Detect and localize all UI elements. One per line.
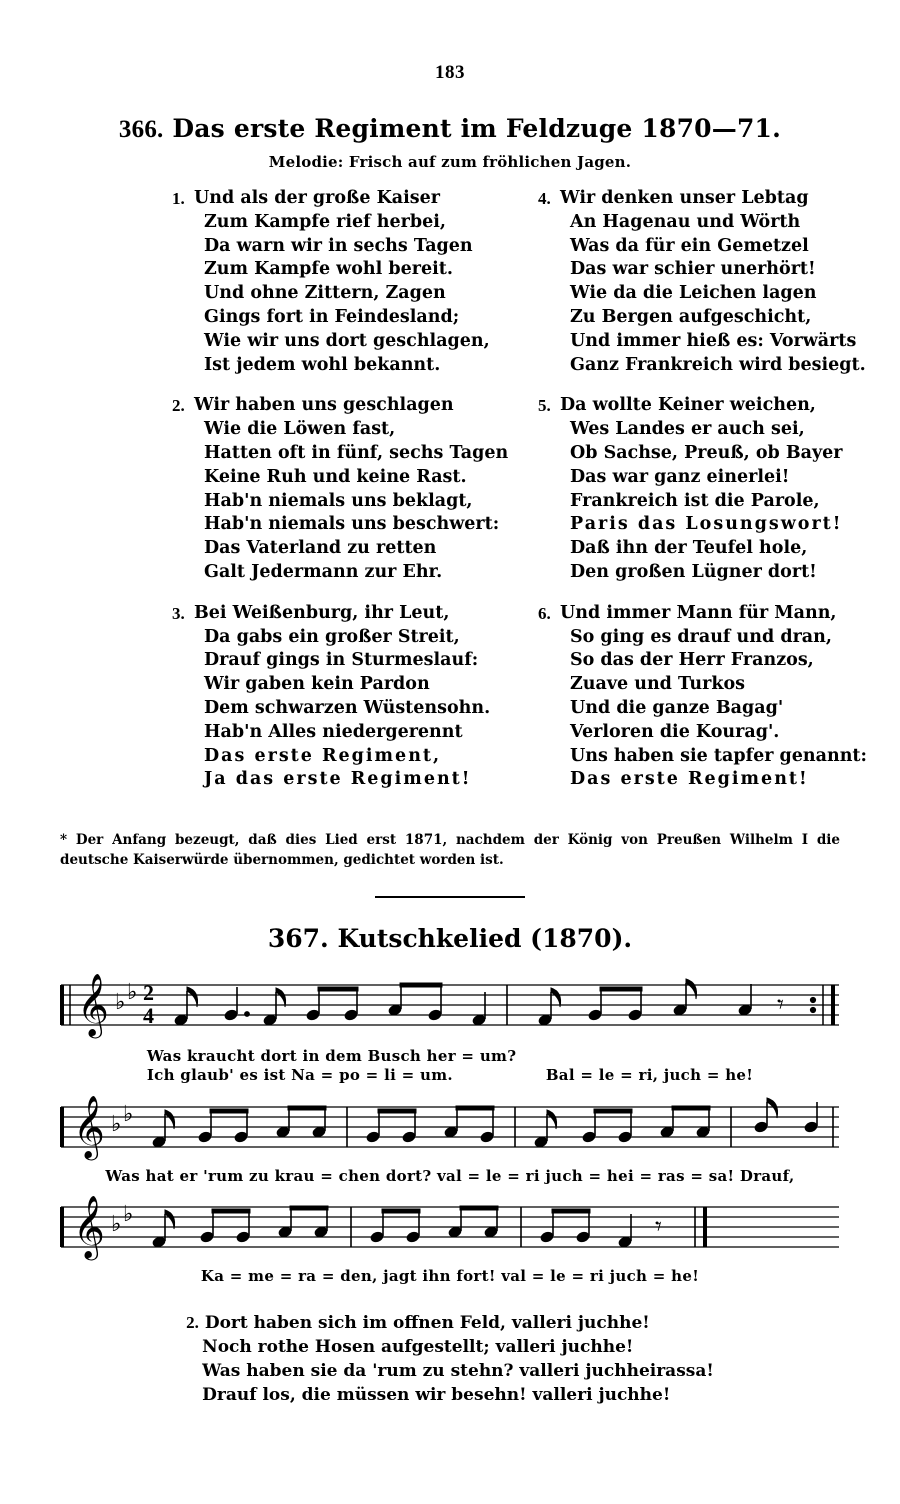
verse [538, 602, 867, 792]
verse-number: 5. [538, 396, 551, 416]
svg-text:♭: ♭ [111, 1211, 122, 1237]
verse-line: Noch rothe Hosen aufgestellt; valleri juchhe! [202, 1336, 634, 1357]
song-367-verse-2-lines [186, 1311, 714, 1408]
verse-line: Uns haben sie tapfer genannt: [570, 745, 867, 766]
verse-line [186, 1311, 714, 1335]
verse-line: Dem schwarzen Wüstensohn. [204, 697, 491, 718]
svg-text:𝄞: 𝄞 [73, 1094, 105, 1158]
verse-line: Drauf los, die müssen wir besehn! valleri juchhe! [202, 1385, 671, 1406]
verse-line: Und immer Mann für Mann, [560, 602, 837, 623]
svg-text:♭: ♭ [111, 1111, 122, 1137]
verse-lines [560, 602, 867, 792]
verse-line: Das Vaterland zu retten [204, 538, 437, 559]
verse-lines [560, 187, 866, 377]
verse-line: Da warn wir in sechs Tagen [204, 235, 473, 256]
verse-lines [560, 394, 842, 584]
stave-1-lyrics-top: Was kraucht dort in dem Busch her = um? [146, 1047, 517, 1066]
verse-line: Galt Jedermann zur Ehr. [204, 561, 443, 582]
verse-number: 3. [172, 603, 185, 623]
verse-line: Und als der große Kaiser [194, 188, 440, 208]
verse-number: 2. [172, 396, 185, 416]
song-366-title [0, 114, 900, 144]
song-366-title-text: Das erste Regiment im Feldzuge 1870—71. [172, 114, 782, 143]
verse-line: Bei Weißenburg, ihr Leut, [194, 602, 450, 623]
song-366-melody-note: Melodie: Frisch auf zum fröhlichen Jagen. [268, 153, 632, 171]
stave-1 [55, 971, 845, 1045]
verse-line: Was da für ein Gemetzel [570, 235, 809, 256]
verse-line: Was haben sie da 'rum zu stehn? valleri juchheirassa! [202, 1361, 714, 1381]
stave-block-2 [55, 1093, 845, 1185]
verse-column-right [450, 187, 867, 809]
verse-line: Ja das erste Regiment! [204, 769, 472, 790]
verse-line: Und ohne Zittern, Zagen [204, 283, 446, 304]
verse [172, 602, 491, 792]
verse-line: Hab'n Alles niedergerennt [204, 721, 463, 742]
verse-line: Paris das Losungswort! [570, 514, 843, 535]
footnote: * Der Anfang bezeugt, daß dies Lied erst 1871, nachdem der König von Preußen Wilhelm I die deutsche Kaiserwürde übernommen, gedichtet worden ist. [60, 832, 840, 868]
verse-line: Das war schier unerhört! [570, 259, 816, 280]
svg-text:♭: ♭ [123, 1101, 134, 1127]
stave-1-lyrics-tail: Bal = le = ri, juch = he! [545, 1066, 754, 1084]
song-367-title-text: Kutschkelied [337, 924, 522, 954]
verse [172, 187, 490, 377]
verse-line: Ganz Frankreich wird besiegt. [570, 354, 866, 375]
page [0, 62, 900, 1504]
verse [172, 394, 509, 584]
verse-lines [194, 187, 490, 377]
verse-line: Zuave und Turkos [570, 674, 746, 695]
verse-number: 2. [186, 1312, 199, 1332]
verse-line: Zum Kampfe wohl bereit. [204, 259, 453, 280]
verse-line: An Hagenau und Wörth [570, 211, 801, 232]
stave-2-lyrics: Was hat er 'rum zu krau = chen dort? val = le = ri juch = hei = ras = sa! Drauf, [105, 1166, 795, 1185]
verse-line: So ging es drauf und dran, [570, 626, 832, 647]
verse-line: Wir denken unser Lebtag [560, 188, 809, 208]
svg-text:𝄾: 𝄾 [777, 990, 784, 1021]
music-notation [0, 971, 900, 1285]
verse-line: Da wollte Keiner weichen, [560, 395, 816, 416]
verse-line: Das war ganz einerlei! [570, 466, 790, 487]
song-367-verse-2 [0, 1311, 900, 1408]
verse-line: Und immer hieß es: Vorwärts [570, 330, 857, 351]
svg-text:𝄾: 𝄾 [655, 1211, 662, 1242]
verse-line: Ob Sachse, Preuß, ob Bayer [570, 442, 843, 463]
svg-text:4: 4 [143, 1003, 154, 1029]
verse [538, 187, 866, 377]
verse-line: Wes Landes er auch sei, [570, 419, 805, 440]
stave-block-1 [55, 971, 845, 1085]
section-divider [375, 896, 525, 898]
stave-1-lyrics-bottom: Ich glaub' es ist Na = po = li = um. [146, 1066, 453, 1084]
svg-text:𝄞: 𝄞 [77, 973, 109, 1037]
stave-3 [55, 1193, 845, 1265]
stave-1-lyrics [55, 1047, 845, 1085]
verse-line: Das erste Regiment! [570, 769, 809, 790]
verse-line: Da gabs ein großer Streit, [204, 626, 460, 647]
song-367-year: (1870). [530, 924, 633, 954]
verse-line: Hatten oft in fünf, sechs Tagen [204, 442, 509, 463]
verse-line: Verloren die Kourag'. [570, 721, 780, 742]
verse-number: 6. [538, 603, 551, 623]
song-366-number: 366. [118, 116, 164, 143]
verse-line-text: Dort haben sich im offnen Feld, valleri juchhe! [204, 1312, 650, 1333]
verse-line: Und die ganze Bagag' [570, 697, 784, 718]
svg-text:2: 2 [143, 980, 154, 1006]
verse-line: Wie wir uns dort geschlagen, [204, 330, 490, 351]
verse-line: Zu Bergen aufgeschicht, [570, 306, 812, 327]
verse-line: Daß ihn der Teufel hole, [570, 538, 808, 559]
stave-3-lyrics: Ka = me = ra = den, jagt ihn fort! val = le = ri juch = he! [200, 1266, 700, 1285]
verse-line: Ist jedem wohl bekannt. [204, 354, 441, 375]
verse-line: Wie da die Leichen lagen [570, 283, 817, 304]
verse-line: Zum Kampfe rief herbei, [204, 211, 446, 232]
verse-line: Hab'n niemals uns beklagt, [204, 490, 473, 511]
svg-text:♭: ♭ [127, 980, 138, 1006]
verse-line: Das erste Regiment, [204, 745, 442, 766]
svg-text:𝄞: 𝄞 [73, 1194, 105, 1258]
verse-line: Frankreich ist die Parole, [570, 490, 820, 511]
song-366-verses [0, 187, 900, 809]
verse-line: Den großen Lügner dort! [570, 561, 817, 582]
svg-text:♭: ♭ [115, 990, 126, 1016]
stave-1-lyrics-bracketed [147, 1047, 516, 1085]
verse-line: Wir haben uns geschlagen [194, 395, 454, 416]
verse-line: Wie die Löwen fast, [204, 419, 396, 440]
song-367-title [0, 924, 900, 953]
verse [538, 394, 843, 584]
verse-line: Gings fort in Feindesland; [204, 306, 460, 327]
stave-block-3 [55, 1193, 845, 1285]
verse-line: Wir gaben kein Pardon [204, 674, 430, 695]
svg-text:♭: ♭ [123, 1201, 134, 1227]
verse-line: Hab'n niemals uns beschwert: [204, 514, 500, 535]
verse-lines [194, 602, 490, 792]
page-number: 183 [435, 62, 465, 83]
verse-line: Drauf gings in Sturmeslauf: [204, 650, 479, 671]
verse-line: So das der Herr Franzos, [570, 650, 814, 671]
song-367-number: 367. [267, 924, 329, 954]
verse-column-left [110, 187, 509, 809]
stave-2 [55, 1093, 845, 1165]
verse-number: 1. [172, 189, 185, 208]
verse-line: Keine Ruh und keine Rast. [204, 466, 467, 487]
verse-number: 4. [538, 189, 551, 208]
